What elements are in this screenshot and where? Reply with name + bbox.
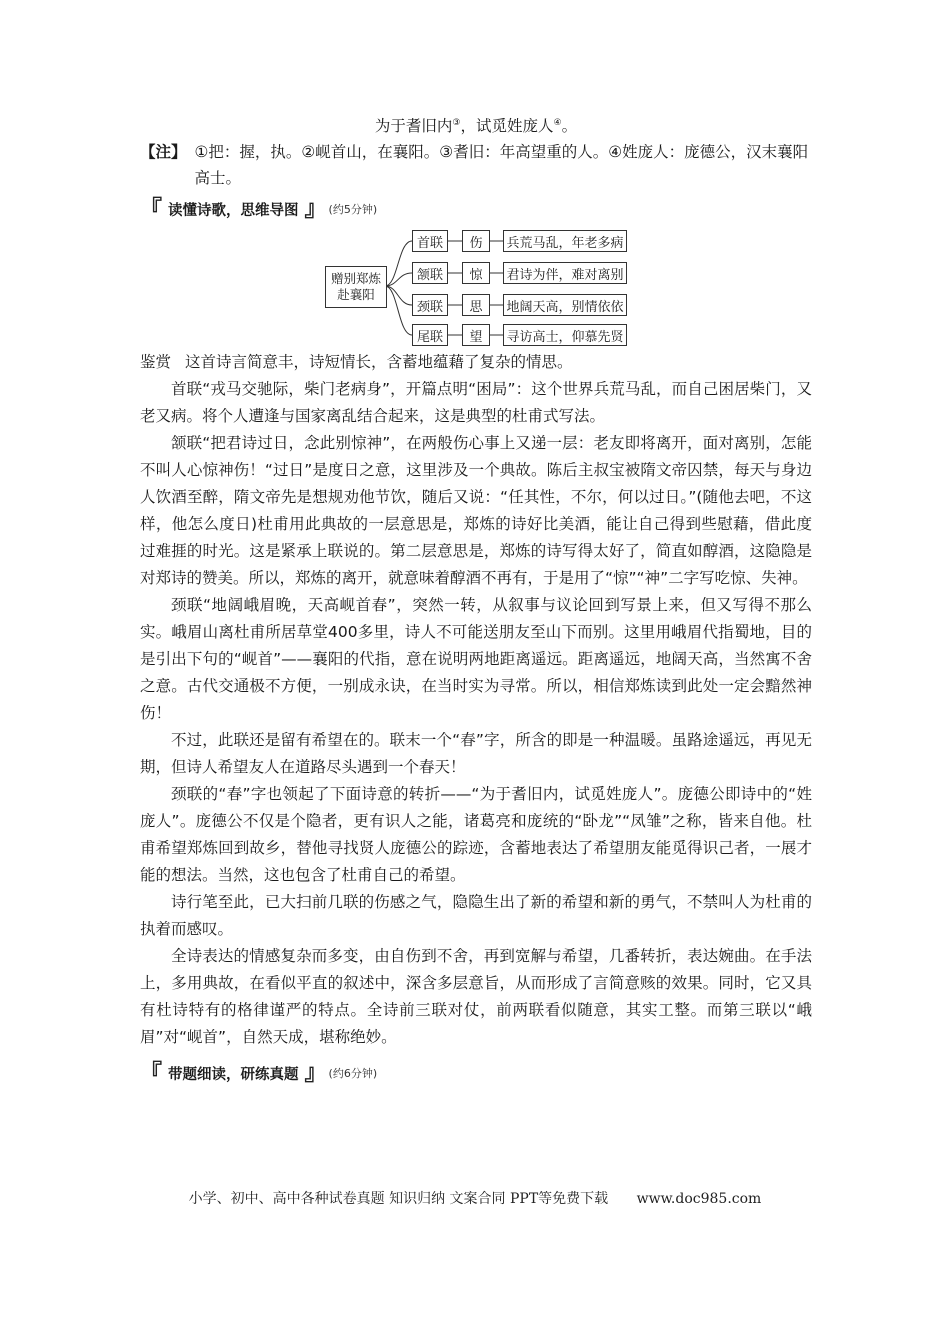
mindmap-key: 惊	[462, 262, 490, 284]
connector-root-4	[385, 286, 412, 335]
footer-text: 小学、初中、高中各种试卷真题 知识归纳 文案合同 PPT等免费下载	[188, 1191, 609, 1207]
paragraph: 不过，此联还是留有希望在的。联末一个“春”字，所含的即是一种温暖。虽路途遥远，再见无期，但诗人希望友人在道路尽头遇到一个春天！	[140, 731, 812, 777]
mindmap-part: 尾联	[412, 324, 448, 346]
mindmap-key: 思	[462, 294, 490, 316]
paragraph: 首联“戎马交驰际，柴门老病身”，开篇点明“困局”：这个世界兵荒马乱，而自己困居柴门，又老又病。将个人遭逢与国家离乱结合起来，这是典型的杜甫式写法。	[140, 380, 812, 426]
footer-site-link[interactable]: www.doc985.com	[636, 1191, 762, 1207]
poem-line-part2: ，试觅姓庞人	[460, 117, 554, 136]
bracket-close-icon: 』	[304, 196, 327, 223]
section-time: (约6分钟)	[328, 1067, 378, 1081]
appreciation-intro-text: 这首诗言简意丰，诗短情长，含蓄地蕴藉了复杂的情思。	[185, 353, 573, 372]
note-tag: 【注】	[140, 143, 187, 162]
appreciation-label: 鉴赏	[140, 353, 172, 372]
mindmap-desc: 地阔天高，别情依依	[503, 294, 627, 316]
paragraph: 颈联“地阔峨眉晚，天高岘首春”，突然一转，从叙事与议论回到写景上来，但又写得不那么实。峨眉山离杜甫所居草堂400多里，诗人不可能送朋友至山下而别。这里用峨眉代指蜀地，目的是引出下句的“岘首”——襄阳的代指，意在说明两地距离遥远。距离遥远，地阔天高，当然寓不舍之意。古代交通极不方便，一别成永诀，在当时实为寻常。所以，相信郑炼读到此处一定会黯然神伤！	[140, 596, 812, 723]
mindmap-part: 首联	[412, 230, 448, 252]
mindmap-part: 颈联	[412, 294, 448, 316]
poem-final-line	[140, 110, 812, 139]
bracket-open-icon: 『	[140, 196, 163, 223]
section-heading-practice	[140, 1059, 812, 1087]
appreciation-intro	[140, 349, 812, 376]
note-text: ①把：握，执。②岘首山，在襄阳。③耆旧：年高望重的人。④姓庞人：庞德公，汉末襄阳高士。	[194, 143, 809, 188]
bracket-open-icon: 『	[140, 1060, 163, 1087]
footnote-ref-3: ③	[452, 118, 461, 128]
section-title: 读懂诗歌，思维导图	[168, 202, 299, 219]
paragraph: 全诗表达的情感复杂而多变，由自伤到不舍，再到宽解与希望，几番转折，表达婉曲。在手法上，多用典故，在看似平直的叙述中，深含多层意旨，从而形成了言简意赅的效果。同时，它又具有杜诗特有的格律谨严的特点。全诗前三联对仗，前两联看似随意，其实工整。而第三联以“峨眉”对“岘首”，自然天成，堪称绝妙。	[140, 947, 812, 1047]
section-time: (约5分钟)	[328, 203, 378, 217]
mindmap-root: 赠别郑炼赴襄阳	[325, 266, 387, 308]
section-title: 带题细读，研练真题	[168, 1066, 299, 1083]
footer-banner	[0, 1188, 950, 1208]
connector-root-3	[385, 286, 412, 305]
mindmap-desc: 兵荒马乱，年老多病	[503, 230, 627, 252]
paragraph: 颈联的“春”字也领起了下面诗意的转折——“为于耆旧内，试觅姓庞人”。庞德公即诗中的“姓庞人”。庞德公不仅是个隐者，更有识人之能，诸葛亮和庞统的“卧龙”“凤雏”之称，皆来自他。杜甫希望郑炼回到故乡，替他寻找贤人庞德公的踪迹，含蓄地表达了希望朋友能觅得识己者，一展才能的想法。当然，这也包含了杜甫自己的希望。	[140, 785, 812, 885]
mindmap-desc: 寻访高士，仰慕先贤	[503, 324, 627, 346]
annotation-note	[140, 139, 812, 191]
paragraph: 颔联“把君诗过日，念此别惊神”，在两般伤心事上又递一层：老友即将离开，面对离别，怎能不叫人心惊神伤！“过日”是度日之意，这里涉及一个典故。陈后主叔宝被隋文帝囚禁，每天与身边人饮酒至醉，隋文帝先是想规劝他节饮，随后又说：“任其性，不尔，何以过日。”(随他去吧，不这样，他怎么度日)杜甫用此典故的一层意思是，郑炼的诗好比美酒，能让自己得到些慰藉，借此度过难捱的时光。这是紧承上联说的。第二层意思是，郑炼的诗写得太好了，简直如醇酒，这隐隐是对郑诗的赞美。所以，郑炼的离开，就意味着醇酒不再有，于是用了“惊”“神”二字写吃惊、失神。	[140, 434, 812, 588]
document-page	[140, 110, 812, 1087]
bracket-close-icon: 』	[304, 1060, 327, 1087]
mind-map-diagram	[140, 227, 812, 345]
mindmap-key: 望	[462, 324, 490, 346]
poem-line-end: 。	[561, 117, 578, 136]
section-heading-mindmap	[140, 195, 812, 223]
mindmap-part: 颔联	[412, 262, 448, 284]
mindmap-desc: 君诗为伴，难对离别	[503, 262, 627, 284]
paragraph: 诗行笔至此，已大扫前几联的伤感之气，隐隐生出了新的希望和新的勇气，不禁叫人为杜甫的执着而感叹。	[140, 893, 812, 939]
mindmap-key: 伤	[462, 230, 490, 252]
footnote-ref-4: ④	[553, 118, 562, 128]
poem-line-part1: 为于耆旧内	[374, 117, 453, 136]
